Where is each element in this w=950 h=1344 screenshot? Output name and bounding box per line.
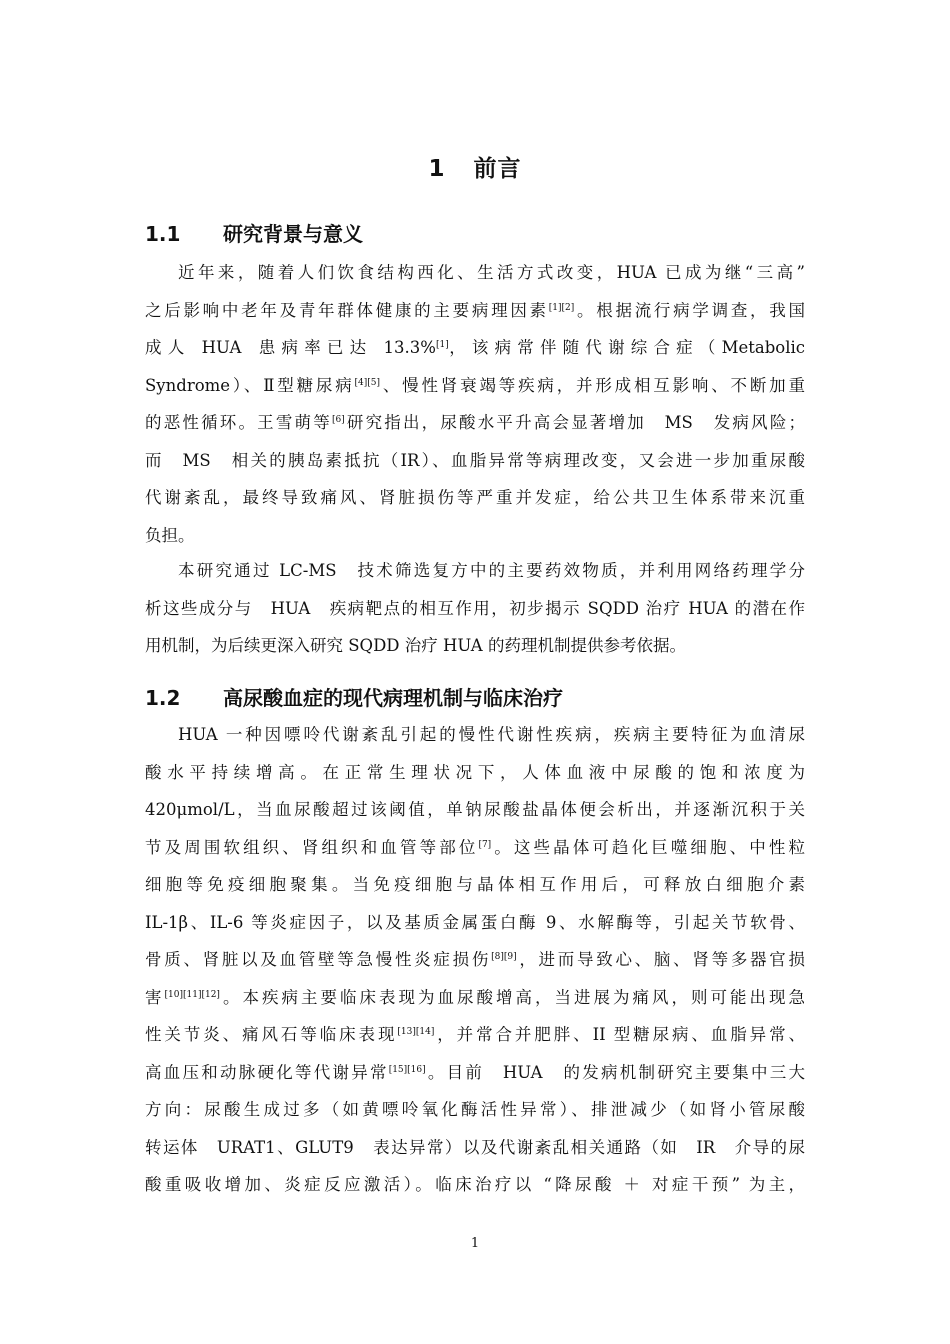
text-line: 酸重吸收增加、炎症反应激活）。临床治疗以 “降尿酸 ＋ 对症干预” 为主， bbox=[145, 1175, 805, 1194]
citation: [8][9] bbox=[491, 952, 517, 962]
citation: [1][2] bbox=[548, 302, 575, 313]
citation: [10][11][12] bbox=[164, 989, 220, 1000]
text-line: 负担。 bbox=[145, 525, 195, 545]
text-line: 节及周围软组织、肾组织和血管等部位[7]。这些晶体可趋化巨噬细胞、中性粒 bbox=[145, 837, 805, 857]
text-line: 转运体 URAT1、GLUT9 表达异常）以及代谢紊乱相关通路（如 IR 介导的尿 bbox=[145, 1137, 805, 1157]
text-line: Syndrome）、Ⅱ型糖尿病[4][5]、慢性肾衰竭等疾病，并形成相互影响、不断加重 bbox=[145, 375, 805, 395]
text-line: 420μmol/L，当血尿酸超过该阈值，单钠尿酸盐晶体便会析出，并逐渐沉积于关 bbox=[145, 800, 805, 819]
text-line: 代谢紊乱，最终导致痛风、肾脏损伤等严重并发症，给公共卫生体系带来沉重 bbox=[145, 488, 805, 507]
text-line: 用机制，为后续更深入研究 SQDD 治疗 HUA 的药理机制提供参考依据。 bbox=[145, 636, 686, 655]
chapter-number: 1 bbox=[428, 156, 446, 182]
section-title: 研究背景与意义 bbox=[223, 222, 363, 246]
text-line: 本研究通过 LC-MS 技术筛选复方中的主要药效物质，并利用网络药理学分 bbox=[178, 561, 805, 580]
text-line: 成 人 HUA 患 病 率 已 达 13.3%[1]， 该 病 常 伴 随 代 谢 综 合 症 （ Metabolic bbox=[145, 338, 805, 357]
text-line: 性关节炎、痛风石等临床表现[13][14]，并常合并肥胖、II 型糖尿病、血脂异常、 bbox=[145, 1025, 805, 1044]
chapter-title-text: 前言 bbox=[473, 156, 522, 182]
section-heading-1-1 bbox=[145, 218, 363, 247]
paragraph-background bbox=[145, 254, 805, 554]
citation: [1] bbox=[435, 340, 449, 350]
text-line: 方向：尿酸生成过多（如黄嘌呤氧化酶活性异常）、排泄减少（如肾小管尿酸 bbox=[145, 1100, 805, 1119]
citation: [4][5] bbox=[354, 377, 381, 388]
section-title: 高尿酸血症的现代病理机制与临床治疗 bbox=[223, 686, 563, 710]
text-line: 细胞等免疫细胞聚集。当免疫细胞与晶体相互作用后，可释放白细胞介素 bbox=[145, 875, 805, 894]
text-line: 骨质、肾脏以及血管壁等急慢性炎症损伤[8][9]，进而导致心、脑、肾等多器官损 bbox=[145, 950, 805, 969]
text-line: HUA 一种因嘌呤代谢紊乱引起的慢性代谢性疾病，疾病主要特征为血清尿 bbox=[178, 725, 805, 744]
text-line: 害[10][11][12]。本疾病主要临床表现为血尿酸增高，当进展为痛风，则可能出现急 bbox=[145, 987, 805, 1007]
citation: [7] bbox=[478, 839, 492, 850]
chapter-title bbox=[0, 150, 950, 183]
text-line: 之后影响中老年及青年群体健康的主要病理因素[1][2]。根据流行病学调查，我国 bbox=[145, 300, 805, 320]
text-line: 而 MS 相关的胰岛素抵抗（IR）、血脂异常等病理改变，又会进一步加重尿酸 bbox=[145, 450, 805, 470]
text-line: IL-1β、IL-6 等炎症因子，以及基质金属蛋白酶 9、水解酶等，引起关节软骨、 bbox=[145, 912, 805, 932]
text-line: 析这些成分与 HUA 疾病靶点的相互作用，初步揭示 SQDD 治疗 HUA 的潜在作 bbox=[145, 598, 805, 618]
text-line: 的恶性循环。王雪萌等[6]研究指出，尿酸水平升高会显著增加 MS 发病风险； bbox=[145, 413, 805, 432]
text-line: 酸 水 平 持 续 增 高 。 在 正 常 生 理 状 况 下 ， 人 体 血 液 中 尿 酸 的 饱 和 浓 度 为 bbox=[145, 762, 805, 782]
section-heading-1-2 bbox=[145, 682, 563, 711]
text-line: 近年来，随着人们饮食结构西化、生活方式改变，HUA 已成为继“三高” bbox=[178, 263, 805, 282]
text-line: 高血压和动脉硬化等代谢异常[15][16]。目前 HUA 的发病机制研究主要集中三大 bbox=[145, 1062, 805, 1082]
section-number: 1.1 bbox=[145, 222, 181, 246]
section-number: 1.2 bbox=[145, 686, 181, 710]
citation: [15][16] bbox=[388, 1064, 426, 1075]
page-number: 1 bbox=[470, 1236, 480, 1251]
citation: [6] bbox=[331, 415, 345, 425]
citation: [13][14] bbox=[397, 1027, 435, 1037]
paragraph-study-aim bbox=[145, 552, 805, 665]
paragraph-pathology bbox=[145, 716, 805, 1204]
